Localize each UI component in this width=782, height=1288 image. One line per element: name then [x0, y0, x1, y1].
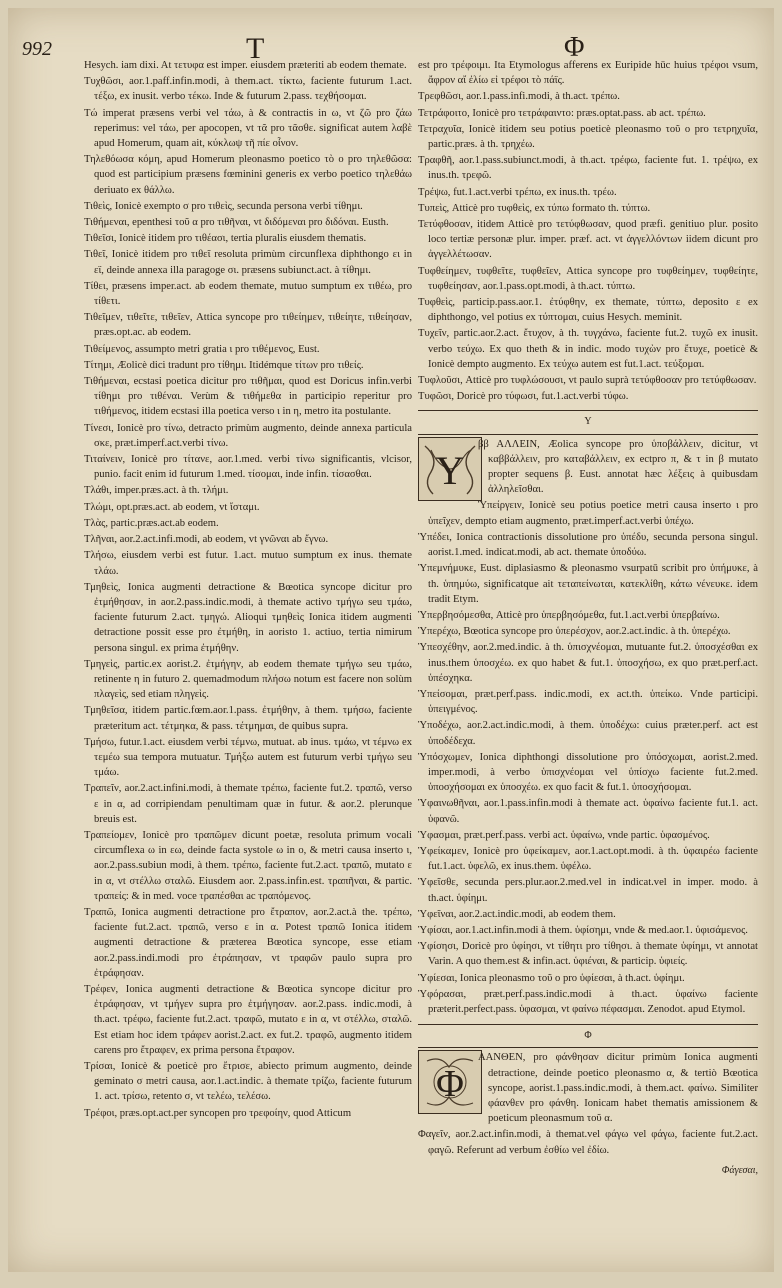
dictionary-entry: Τρεφθῶσι, aor.1.pass.infi.modi, à th.act. τρέπω. [418, 91, 620, 103]
left-column [84, 58, 412, 1122]
dictionary-entry: Hesych. iam dixi. At τετυφα est imper. eiusdem præteriti ab eodem themate. [84, 60, 407, 71]
ornament-initial-icon [419, 438, 481, 500]
right-running-letter: Φ [564, 32, 585, 63]
dictionary-entry: Ὑφασμαι, præt.perf.pass. verbi act. ὑφαίνω, vnde partic. ὑφασμένος. [418, 829, 710, 841]
dictionary-entry: Τιθεῖμεν, τιθεῖτε, τιθεῖεν, Attica syncope pro τιθείημεν, τιθείητε, τιθείησαν, præs.opt.ac. ab eodem. [84, 312, 412, 339]
dictionary-entry: Τιθήμεναι, ecstasi poetica dicitur pro τιθῆμαι, quod est Doricus infin.verbi τίθημι pro τιθέναι. Verùm & τιθήμεθα in participio reperitur pro τιθήμενος, itidem ecstasi illa poetica verso ι in η, metro ita postulante. [84, 376, 412, 418]
dictionary-entry: Τρέψω, fut.1.act.verbi τρέπω, ex inus.th. τρέω. [418, 186, 617, 198]
dictionary-entry: Τώ imperat præsens verbi vel τάω, à & contractis in ω, vt ζῶ pro ζάω reperimus: vel τάω, per apocopen, vt τᾶ pro τᾶσθε. significat autem λαβὲ apud Homerum, quam ait, κύκλωψ τῆ πίε οἶνον. [84, 107, 412, 150]
dictionary-entry: Ὑπερβησόμεσθα, Atticè pro ὑπερβησόμεθα, fut.1.act.verbi ὑπερβαίνω. [418, 609, 720, 621]
dictionary-entry: Τίτημι, Æolicè dici tradunt pro τίθημι. Itidémque τίτων pro τιθείς. [84, 359, 364, 371]
dictionary-entry: Τλήσω, eiusdem verbi est futur. 1.act. mutuo sumptum ex inus. themate τλάω. [84, 550, 412, 577]
dictionary-entry: Ὑπέδει, Ionica contractionis dissolutione pro ὑπέδυ, secunda persona singul. aorist.1.med. indicat.modi, ab act. themate ὑποδύω. [418, 531, 758, 559]
dictionary-entry: Τίθει, præsens imper.act. ab eodem themate, mutuo sumptum ex τιθέω, pro τίθετι. [84, 280, 412, 308]
dictionary-entry: Ὑφίσαι, aor.1.act.infin.modi à them. ὑφίσημι, vnde & med.aor.1. ὑφισάμενος. [418, 924, 748, 936]
dictionary-entry: Τραφθῆ, aor.1.pass.subiunct.modi, à th.act. τρέφω, faciente fut. 1. τρέψω, ex inus.th. τρεφῶ. [418, 155, 758, 182]
dictionary-entry: Τρέφοι, præs.opt.act.per syncopen pro τρεφοίην, quod Atticum [84, 1107, 352, 1119]
dictionary-entry: Ὑφεῖσθε, secunda pers.plur.aor.2.med.vel in indicat.vel in imper. modo. à th.act. ὑφίημι. [418, 877, 758, 904]
phi-section [418, 1050, 758, 1158]
dictionary-entry: Τιταίνειν, Ionicè pro τίτανε, aor.1.med. verbi τίνω significantis, vlcisor, punio. facit enim id futurum 1.med. τίσομαι, inde infin. τίσασθαι. [84, 454, 412, 481]
dictionary-entry: Φαγεῖν, aor.2.act.infin.modi, à themat.vel φάγω vel φάγω, faciente fut.2.act. φαγῶ. Referunt ad verbum ἐσθίω vel ἐδίω. [418, 1129, 758, 1156]
dictionary-entry: Ὑφόρασαι, præt.perf.pass.indic.modi à th.act. ὑφαίνω faciente præterit.perfect.pass. ὑφασμαι, vt φαίνω πέφασμαι. Zenodot. apud Etymol. [418, 988, 758, 1015]
section-rule [418, 1024, 758, 1025]
dictionary-entry: Ὑφίσησι, Doricè pro ὑφίησι, vt τίθητι pro τίθησι. à themate ὑφίημι, vt annotat Varin. A quo them.est & infin.act. ὑφιέναι, & particip. ὑφιείς. [418, 941, 758, 968]
dictionary-entry: Τετράφοιτο, Ionicè pro τετράφαιντο: præs.optat.pass. ab act. τρέπω. [418, 107, 706, 119]
dictionary-entry: ΑΑΝΘΕΝ, pro φάνθησαν dicitur primùm Ionica augmenti detractione, deinde poetico pleonasmo α, & tertiò Bœotica syncope, aorist.1.pass.indic.modi, à them.act. φαίνω. Similiter φάανθεν pro φάνθη. Ionicam habet thematis amissionem & poeticum pleonasmum τοῦ α. [478, 1052, 758, 1125]
dictionary-entry: Ὑφαινωθῆναι, aor.1.pass.infin.modi à themate act. ὑφαίνω faciente fut.1. act. ὑφανῶ. [418, 798, 758, 825]
dictionary-entry: Τυπεὶς, Atticè pro τυφθεὶς, ex τύπω formato th. τύπτω. [418, 202, 651, 214]
dictionary-entry: Τυφθείημεν, τυφθεῖτε, τυφθεῖεν, Attica syncope pro τυφθείημεν, τυφθείητε, τυφθείησαν, aor.1.pass.opt.modi, à th.act. τύπτω. [418, 265, 758, 292]
dictionary-entry: Τραπείομεν, Ionicè pro τραπῶμεν dicunt poetæ, resoluta primum vocali circumflexa ω in εω, deinde facta systole ω in ο, & metri causa inserto ι, aor.2.pass.subiun modi, à them. τρέπω, faciente fut.2.act. τραπῶ, mutato ε in α, vt στέλλω σταλῶ. Eiusdem aor. 2.pass.infin.est. τραπῆναι, & partic. τραπείς: & in med. voce τραπέσθαι ac τραπόμενος. [84, 829, 412, 902]
right-column [418, 58, 758, 1178]
dictionary-entry: Τρέφεν, Ionica augmenti detractione & Bœotica syncope dicitur pro ἐτράφησαν, vt τμήγεν supra pro ἐτμήγησαν. aor.2.pass. indic.modi, à th.act. τρέφω, faciente fut.2.act. τραφῶ, mutato ε in α, vt στέλλω, σταλῶ. Est etiam hoc idem τράφεν aorist.2.act. ex fut.2. τραφῶ, augmento itidem carens pro ἔτραφεν, ex prima persona ἔτραφον. [84, 983, 412, 1056]
dictionary-entry: Τηλεθόωσα κόμη, apud Homerum pleonasmo poetico τὸ ο pro τηλεθῶσα: quod est participium præsens fœminini generis ex verbo poetico τηλεθάω deriuato ex θάλλω. [84, 154, 412, 196]
dictionary-entry: Τμήσω, futur.1.act. eiusdem verbi τέμνω, mutuat. ab inus. τμάω, vt τέμνω ex τεμέω sua tempora mutuatur. Τμήξω autem est futurum verbi τμήγω seu τμάω. [84, 736, 412, 779]
dictionary-entry: Τιθεὶς, Ionicè exempto σ pro τιθεὶς, secunda persona verbi τίθημι. [84, 200, 363, 212]
svg-text:Φ: Φ [436, 1063, 464, 1106]
dictionary-entry: Ὑποδέχω, aor.2.act.indic.modi, à them. ὑποδέχω: cuius præter.perf. act est ὑποδέδεχα. [418, 720, 758, 747]
dictionary-entry: Τραπεῖν, aor.2.act.infini.modi, à themate τρέπω, faciente fut.2. τραπῶ, verso ε in α, ad corripiendam penultimam quæ in futur. & aor.2. plerunque breuis est. [84, 783, 412, 825]
dictionary-entry: Ὑπεσχέθην, aor.2.med.indic. à th. ὑπισχνέομαι, mutuante fut.2. ὑποσχέσθαι ex inus.them ὑποσχέω. ex quo habet & fut.1. ὑποσχήσω, ex quo præt.perf.act. ὑπέσχηκα. [418, 642, 758, 684]
section-rule [418, 434, 758, 435]
dictionary-entry: Ὑφίεσαι, Ionica pleonasmo τοῦ ο pro ὑφίεσαι, à th.act. ὑφίημι. [418, 972, 685, 984]
page-number: 992 [22, 38, 52, 60]
dictionary-entry: Τετύφθοσαν, itidem Atticè pro τετύφθωσαν, quod præfi. genitiuo plur. posito loco tertiæ personæ plur. imper. præf. act. vt ἀγγελλόντων iidem dicunt pro ἀγγελλέτωσαν. [418, 219, 758, 261]
dictionary-entry: est pro τρέφοιμι. Ita Etymologus afferens ex Euripide hūc huius τρέφοι vsum, ἄφρον αἴ ἐλίω εἰ τρέφοι τὸ πάϊς. [418, 60, 758, 87]
dictionary-entry: Τυφλοῦσι, Atticè pro τυφλώσουσι, vt paulo suprà τετύφθοσαν pro τετύφθωσαν. [418, 375, 757, 387]
dictionary-entry: Ὑπεμνήμυκε, Eust. diplasiasmo & pleonasmo vsurpatū scribit pro ὑπήμυκε, à th. ὑπημύω, significatque ait τεταπείνωται, κατεκλίθη, κάτω νένευκε. idem tradit Etym. [418, 563, 758, 605]
dictionary-entry: Τλώμι, opt.præs.act. ab eodem, vt ἴσταμι. [84, 501, 260, 513]
dictionary-entry: Τυχθῶσι, aor.1.paff.infin.modi, à them.act. τίκτω, faciente futurum 1.act. τέξω, ex inusit. verbo τέκω. Inde & futurum 2.pass. τεχθήσομαι. [84, 76, 412, 103]
dictionary-entry: Τιθείμενος, assumpto metri gratia ι pro τιθέμενος, Eust. [84, 343, 320, 355]
dictionary-entry: Ὑπείργειν, Ionicè seu potius poetice metri causa inserto ι pro ὑπεῖχεν, dempto etiam augmento, præt.imperf.act.verbi ὑπέχω. [428, 500, 758, 527]
dictionary-entry: Ὑπερέχω, Bœotica syncope pro ὑπερέσχον, aor.2.act.indic. à th. ὑπερέχω. [418, 626, 731, 638]
dictionary-entry: Τμηθεῖσα, itidem partic.fœm.aor.1.pass. ἐτμήθην, à them. τμήσω, faciente præteritum act. τέτμηκα, & pass. τέτμημαι, de quibus supra. [84, 705, 412, 732]
section-letter-upsilon: Υ [584, 416, 592, 428]
dictionary-entry: Τμηθεὶς, Ionica augmenti detractione & Bœotica syncope dicitur pro ἐτμήθησαν, in aor.2.pass.indic.modi, à themate activo τμήγω seu τμάω, faciente futurum 2.act. τμηγώ. Alioqui τμηθεὶς Ionica itidem augmenti detractione possit esse pro ἐτμήθη, in aoristo 1. actiuo, tertia nimirum persona singul. ex prima ἐτμήθην. [84, 581, 412, 654]
dictionary-entry: Ὑφεῖναι, aor.2.act.indic.modi, ab eodem them. [418, 908, 616, 920]
section-rule [418, 1047, 758, 1048]
svg-text:Y: Y [435, 447, 465, 493]
dictionary-entry: Τραπῶ, Ionica augmenti detractione pro ἔτραπον, aor.2.act.à the. τρέπω, faciente fut.2.act. τραπῶ, verso ε in α. Potest τραπῶ Ionica itidem augmenti detractione & præterea Bœotica syncope, esse etiam aor.2.pass.indi.modi pro ἐτράπησαν, vt τραφῶν paulo supra pro ἐτράφησαν. [84, 906, 412, 979]
left-running-letter: T [246, 32, 265, 65]
section-rule [418, 410, 758, 411]
dictionary-entry: ββ ΑΛΛΕΙΝ, Æolica syncope pro ὑποβάλλειν, dicitur, vt καββάλλειν, pro καταβάλλειν, ex ectpro π, & τ in β mutato propter sequens β. Eust. annotat hæc λέξεις à quibusdam ἀλληλεῖσθαι. [478, 438, 758, 496]
dictionary-entry: Τμηγεὶς, partic.ex aorist.2. ἐτμήγην, ab eodem themate τμήγω seu τμάω, retinente η in futuro 2. quemadmodum πλήσω notum est facere non solùm πλαγεὶς, sed etiam πληγεὶς. [84, 658, 412, 701]
upsilon-entries [418, 437, 758, 1018]
dictionary-entry: Ὑφείκαμεν, Ionicè pro ὑφείκαμεν, aor.1.act.opt.modi. à th. ὑφαιρέω faciente fut.1.act. ὑφελῶ, ex inus.them. ὑφέλω. [418, 845, 758, 873]
dictionary-entry: Τλῆναι, aor.2.act.infi.modi, ab eodem, vt γνῶναι ab ἔγνω. [84, 534, 329, 546]
dictionary-entry: Τυφῶσι, Doricè pro τύφωσι, fut.1.act.verbi τύφω. [418, 391, 629, 403]
dictionary-entry: Τετραχυῖα, Ionicè itidem seu potius poeticè pleonasmo τοῦ ο pro τετρηχυῖα, partic.præs. à th. τρηχέω. [418, 123, 758, 151]
dictionary-entry: Τίνεσι, Ionicè pro τίνω, detracto primùm augmento, deinde annexa particula σκε, præt.imperf.act.verbi τίνω. [84, 422, 412, 449]
dictionary-entry: Τρίσαι, Ionicè & poeticè pro ἔτρισε, abiecto primum augmento, deinde geminato σ metri causa, aor.1.act.indic. à themate τρίζω, faciente futurum 1. act. τρίσω, retento σ, vt τελέω, τελέσω. [84, 1061, 412, 1103]
dictionary-entry: Τυχεῖν, partic.aor.2.act. ἔτυχον, à th. τυγχάνω, faciente fut.2. τυχῶ ex inusit. verbo τεύχω. Ex quo theth & in indic. modo τυχὼν pro ἔτυχε, poeticè & Ionicè dempto augmento. Ex τεύχω autem est fut.1.act. τεύξομαι. [418, 328, 758, 370]
upsilon-section [418, 437, 758, 1019]
decorated-initial-upsilon [418, 437, 482, 501]
dictionary-entry: Τιθεῖ, Ionicè itidem pro τιθεῖ resoluta primùm circunflexa diphthongo ει in εϊ, deinde annexa illa paragoge σι. præsens subiunct.act. à τίθημι. [84, 249, 412, 276]
dictionary-entry: Ὑπείσομαι, præt.perf.pass. indic.modi, ex act.th. ὑπείκω. Vnde participi. ὑπειγμένος. [418, 688, 758, 716]
dictionary-entry: Τλάθι, imper.præs.act. à th. τλήμι. [84, 485, 229, 497]
dictionary-entry: Τιθεῖσι, Ionicè itidem pro τιθέασι, tertia pluralis eiusdem thematis. [84, 233, 367, 245]
ornament-initial-icon [419, 1051, 481, 1113]
section-letter-phi: Φ [584, 1030, 592, 1042]
dictionary-entry: Τυφθεὶς, particip.pass.aor.1. ἐτύφθην, ex themate, τύπτω, deposito ε ex diphthongo, vel potius ex τύπτομαι, cuius Hesych. meminit. [418, 297, 758, 324]
dictionary-entry: Τιθήμεναι, epenthesi τοῦ α pro τιθῆναι, vt διδόμεναι pro διδόναι. Eusth. [84, 217, 389, 229]
dictionary-entry: Ὑπόσχωμεν, Ionica diphthongi dissolutione pro ὑπόσχωμαι, aorist.2.med. imper.modi, à verbo ὑπισχνέομαι vel ὑπίσχω faciente fut.2.med. ὑποσχήσομαι ex ὑποσχέω. ex quo facit & fut.1. ὑποσχήσομαι. [418, 751, 758, 794]
right-column-entries [418, 58, 758, 404]
dictionary-entry: Τλὰς, partic.præs.act.ab eodem. [84, 517, 219, 529]
decorated-initial-phi [418, 1050, 482, 1114]
catchword: Φάγεσαι, [721, 1164, 758, 1176]
book-page [8, 8, 774, 1272]
